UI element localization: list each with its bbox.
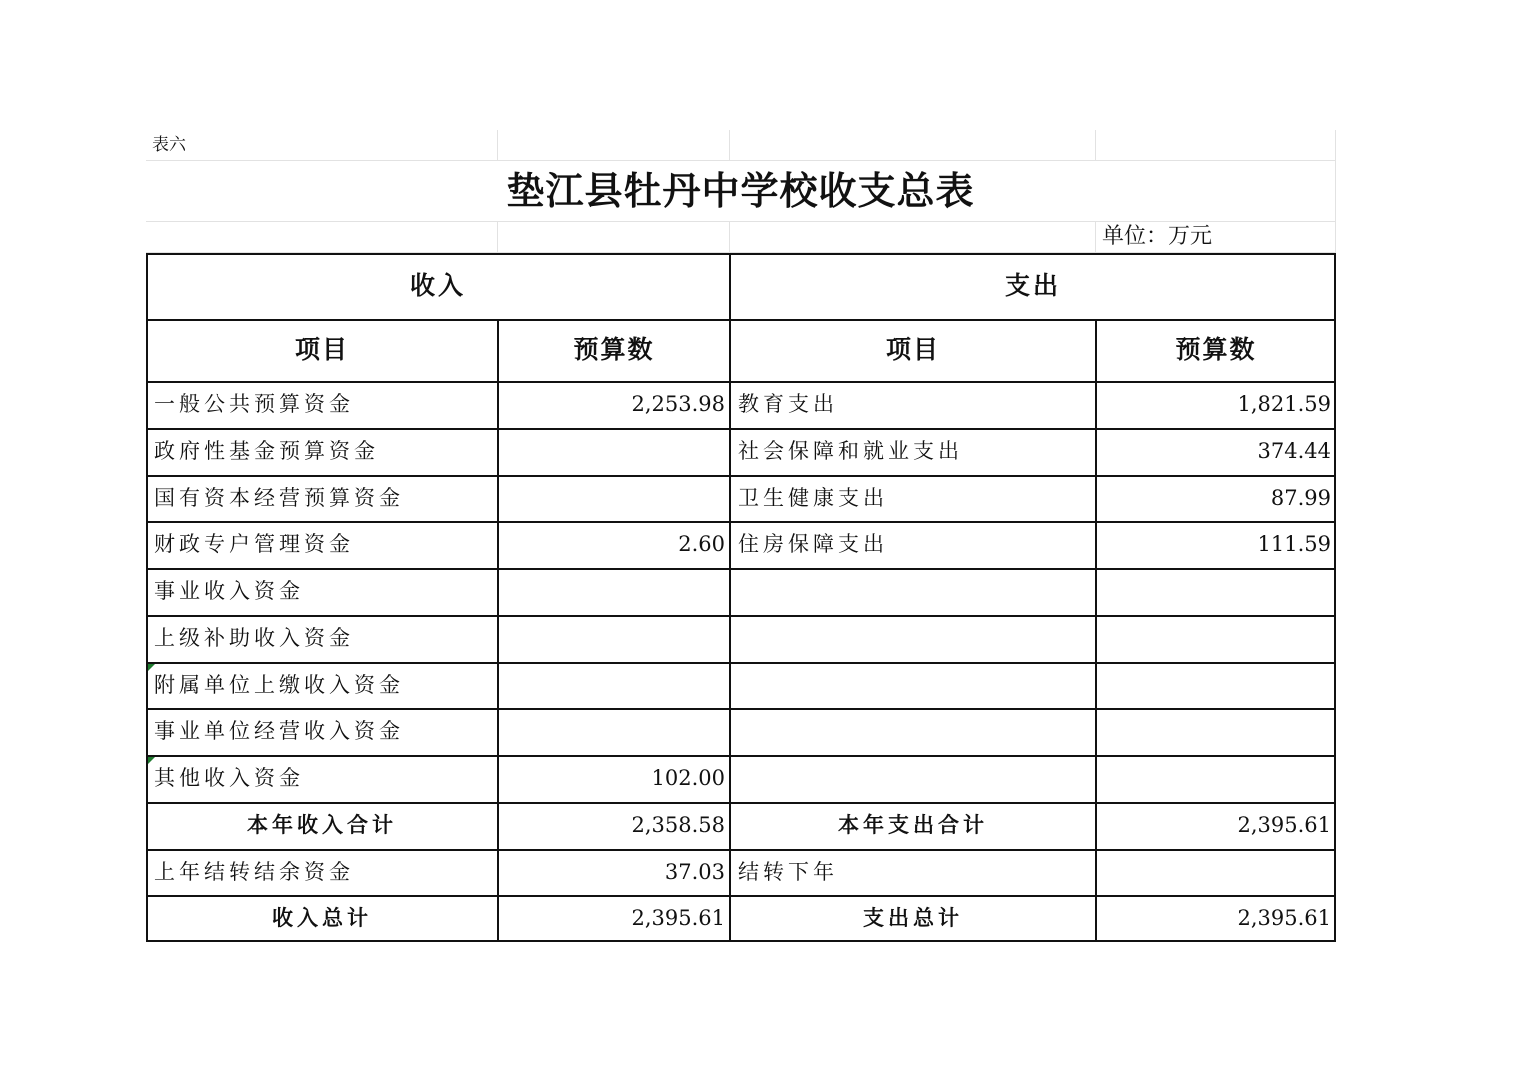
row-border: [146, 475, 1336, 477]
blank-cell: [730, 130, 1096, 161]
row-border: [146, 940, 1336, 942]
page-title: 垫江县牡丹中学校收支总表: [146, 161, 1336, 222]
row-border: [146, 253, 1336, 255]
expense-value-cell: 1,821.59: [1237, 392, 1331, 416]
income-value-cell: 37.03: [664, 859, 725, 884]
expense-value-cell: 87.99: [1270, 485, 1331, 510]
expense-item-cell: 住房保障支出: [738, 532, 888, 557]
budget-sheet: [146, 130, 1336, 942]
expense-item-cell: [730, 755, 1096, 802]
income-value-cell: [498, 615, 730, 662]
row-border: [146, 662, 1336, 664]
row-border: [146, 755, 1336, 757]
expense-value-cell: 374.44: [1257, 438, 1331, 463]
row-border: [146, 428, 1336, 430]
row-border: [146, 381, 1336, 383]
row-border: [146, 895, 1336, 897]
col-border: [146, 253, 148, 942]
income-item-cell: 本年收入合计: [247, 812, 397, 837]
income-item-cell: 其他收入资金: [154, 766, 304, 790]
expense-item-cell: 本年支出合计: [838, 812, 988, 837]
expense-value-cell: 111.59: [1257, 532, 1331, 557]
income-budget-header: 预算数: [573, 335, 655, 364]
expense-value-cell: [1096, 615, 1336, 662]
expense-item-cell: 支出总计: [863, 906, 963, 931]
expense-item-header: 项目: [885, 335, 940, 364]
expense-value-cell: [1096, 568, 1336, 615]
income-item-header: 项目: [294, 335, 349, 364]
income-item-cell: 国有资本经营预算资金: [154, 485, 404, 510]
income-value-cell: 2,395.61: [631, 906, 725, 931]
expense-item-cell: [730, 662, 1096, 709]
expense-value-cell: [1096, 662, 1336, 709]
income-value-cell: [498, 568, 730, 615]
expense-item-cell: [730, 615, 1096, 662]
expense-item-cell: [730, 708, 1096, 755]
row-border: [146, 708, 1336, 710]
income-item-cell: 一般公共预算资金: [154, 392, 354, 416]
income-value-cell: 2.60: [678, 532, 725, 557]
expense-value-cell: [1096, 755, 1336, 802]
row-border: [146, 319, 1336, 321]
income-value-cell: 102.00: [651, 766, 725, 790]
income-value-cell: 2,253.98: [631, 392, 725, 416]
blank-cell: [730, 222, 1096, 253]
expense-item-cell: 结转下年: [738, 859, 838, 884]
income-expense-table: [146, 253, 1336, 942]
expense-item-cell: 卫生健康支出: [738, 485, 888, 510]
income-item-cell: 收入总计: [272, 906, 372, 931]
col-border: [1095, 319, 1097, 942]
comment-marker-icon: [148, 757, 155, 764]
expense-budget-header: 预算数: [1175, 335, 1257, 364]
income-section-header: 收入: [409, 271, 466, 300]
row-border: [146, 849, 1336, 851]
income-item-cell: 事业收入资金: [154, 579, 304, 603]
expense-value-cell: [1096, 849, 1336, 896]
expense-item-cell: [730, 568, 1096, 615]
income-value-cell: [498, 475, 730, 522]
row-border: [146, 615, 1336, 617]
income-value-cell: [498, 708, 730, 755]
row-border: [146, 568, 1336, 570]
income-value-cell: [498, 428, 730, 475]
expense-value-cell: 2,395.61: [1237, 906, 1331, 931]
col-border: [1334, 253, 1336, 942]
income-item-cell: 财政专户管理资金: [154, 532, 354, 557]
expense-section-header: 支出: [1004, 271, 1061, 300]
expense-item-cell: 社会保障和就业支出: [738, 438, 963, 463]
income-value-cell: 2,358.58: [631, 812, 725, 837]
col-border: [497, 319, 499, 942]
income-value-cell: [498, 662, 730, 709]
blank-cell: [498, 130, 730, 161]
blank-cell: [146, 222, 498, 253]
table-label: 表六: [146, 130, 498, 161]
blank-cell: [498, 222, 730, 253]
expense-value-cell: 2,395.61: [1237, 812, 1331, 837]
income-item-cell: 上年结转结余资金: [154, 859, 354, 884]
income-item-cell: 政府性基金预算资金: [154, 438, 379, 463]
blank-cell: [1096, 130, 1336, 161]
row-border: [146, 802, 1336, 804]
expense-value-cell: [1096, 708, 1336, 755]
income-item-cell: 附属单位上缴收入资金: [154, 672, 404, 697]
unit-label: 单位：万元: [1096, 222, 1336, 253]
comment-marker-icon: [148, 664, 155, 671]
row-border: [146, 521, 1336, 523]
col-border: [729, 253, 731, 942]
income-item-cell: 上级补助收入资金: [154, 625, 354, 650]
income-item-cell: 事业单位经营收入资金: [154, 719, 404, 744]
expense-item-cell: 教育支出: [738, 392, 838, 416]
